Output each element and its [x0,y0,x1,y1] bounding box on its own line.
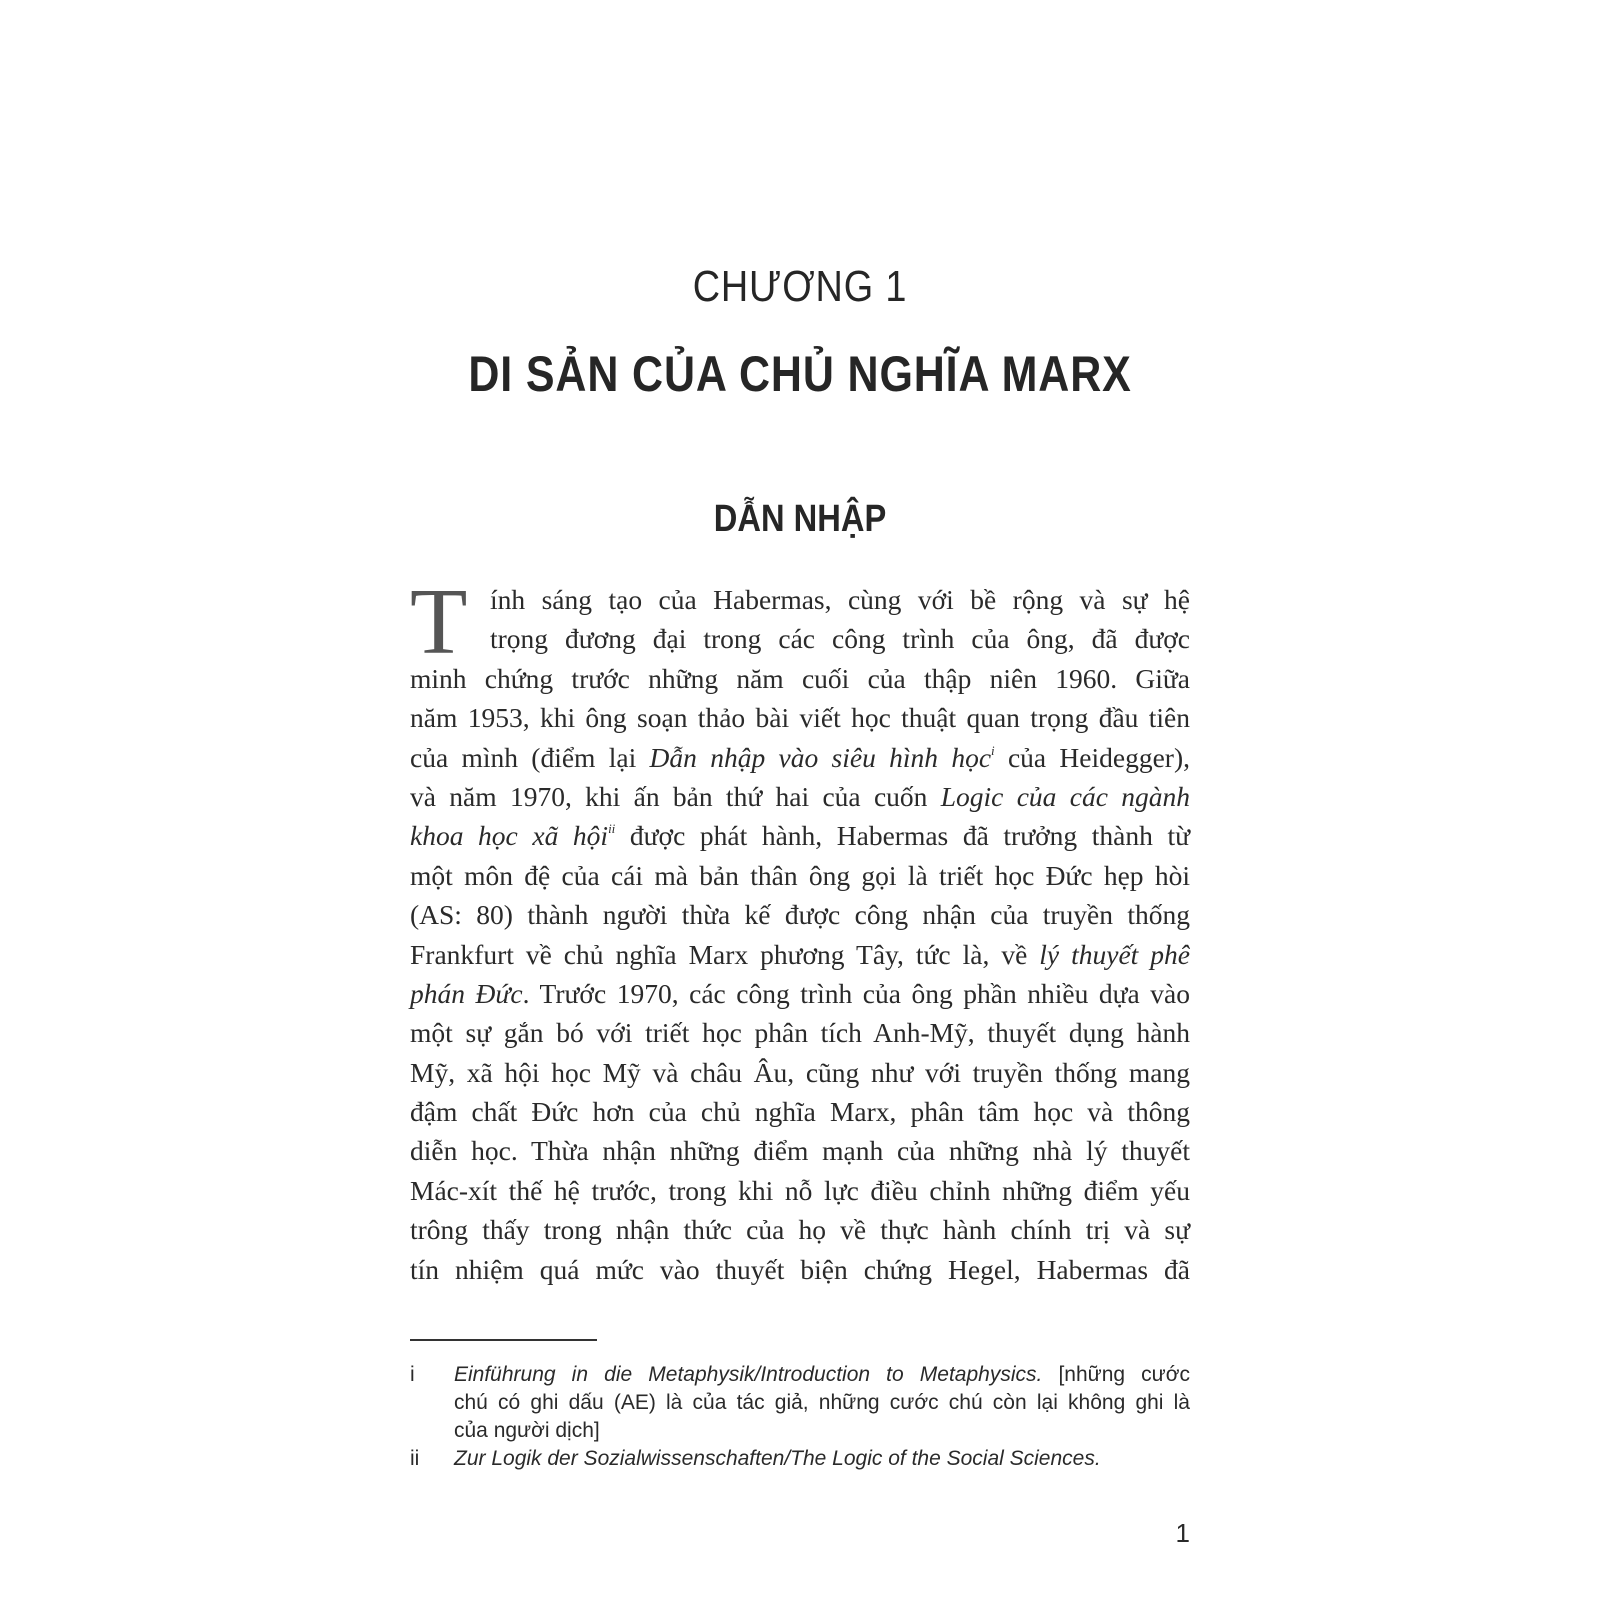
paragraph-line: tín nhiệm quá mức vào thuyết biện chứng Hegel, Habermas đã [410,1253,1190,1285]
footnote-italic: Zur Logik der Sozialwissenschaften/The Logic of the Social Sciences. [454,1447,1101,1470]
paragraph-line: trọng đương đại trong các công trình của ông, đã được [490,623,1190,655]
text-run: và năm 1970, khi ấn bản thứ hai của cuốn [410,780,941,812]
footnote-marker: ii [410,1447,420,1470]
paragraph-line: Mỹ, xã hội học Mỹ và châu Âu, cũng như với truyền thống mang [410,1056,1190,1088]
footnote-item [410,1361,1190,1445]
book-title-italic: Logic của các ngành [940,780,1190,812]
footnote-text [454,1361,1190,1445]
footnote-line: chú có ghi dấu (AE) là của tác giả, những cước chú còn lại không ghi là [454,1391,1190,1414]
section-title: DẪN NHẬP [713,498,887,540]
book-title-italic: Dẫn nhập vào siêu hình học [649,741,992,773]
footnote-text [454,1445,1190,1473]
chapter-title: DI SẢN CỦA CHỦ NGHĨA MARX [468,346,1132,402]
paragraph-line: trông thấy trong nhận thức của họ về thực hành chính trị và sự [410,1214,1190,1246]
term-italic: phán Đức [410,977,523,1009]
text-run: được phát hành, Habermas đã trưởng thành từ [615,820,1190,852]
paragraph-line [410,738,1190,777]
footnote-line [454,1445,1190,1473]
paragraph-line [410,816,1190,855]
footnote-marker: i [410,1363,415,1386]
text-run: . Trước 1970, các công trình của ông phần nhiều dựa vào [522,977,1190,1009]
footnotes [410,1361,1190,1473]
paragraph-line: năm 1953, khi ông soạn thảo bài viết học thuật quan trọng đầu tiên [410,702,1190,734]
paragraph-line [410,974,1190,1013]
paragraph-line: Mác-xít thế hệ trước, trong khi nỗ lực điều chỉnh những điểm yếu [410,1174,1190,1206]
text-run: của Heidegger), [994,741,1190,773]
paragraph-line: (AS: 80) thành người thừa kế được công nhận của truyền thống [410,899,1190,931]
chapter-label: CHƯƠNG 1 [692,262,908,311]
footnote-line [454,1361,1190,1389]
text-run: Frankfurt về chủ nghĩa Marx phương Tây, tức là, về [410,938,1040,970]
footnote-item [410,1445,1190,1473]
term-italic: lý thuyết phê [1039,938,1190,970]
paragraph-line [410,777,1190,816]
paragraph-line [410,935,1190,974]
drop-cap: T [410,570,468,674]
page-number: 1 [1175,1518,1190,1548]
footnote-italic: Einführung in die Metaphysik/Introduction to Metaphysics. [454,1363,1043,1386]
paragraph-line: đậm chất Đức hơn của chủ nghĩa Marx, phân tâm học và thông [410,1096,1190,1128]
paragraph-line: một môn đệ của cái mà bản thân ông gọi là triết học Đức hẹp hòi [410,859,1190,891]
book-title-italic: khoa học xã hội [410,820,609,852]
footnote-divider [410,1339,597,1341]
paragraph-line: diễn học. Thừa nhận những điểm mạnh của những nhà lý thuyết [410,1135,1190,1167]
footnote-ref: ii [608,821,616,837]
text-run: [những cước [1042,1363,1191,1386]
paragraph-line: ính sáng tạo của Habermas, cùng với bề rộng và sự hệ [490,584,1190,615]
paragraph-line: minh chứng trước những năm cuối của thập niên 1960. Giữa [410,662,1190,694]
footnote-ref: i [991,742,995,758]
footnote-line: của người dịch] [454,1419,600,1442]
text-run: của mình (điểm lại [410,741,650,773]
paragraph-line: một sự gắn bó với triết học phân tích Anh-Mỹ, thuyết dụng hành [410,1017,1190,1049]
body-paragraph [410,580,1190,1289]
